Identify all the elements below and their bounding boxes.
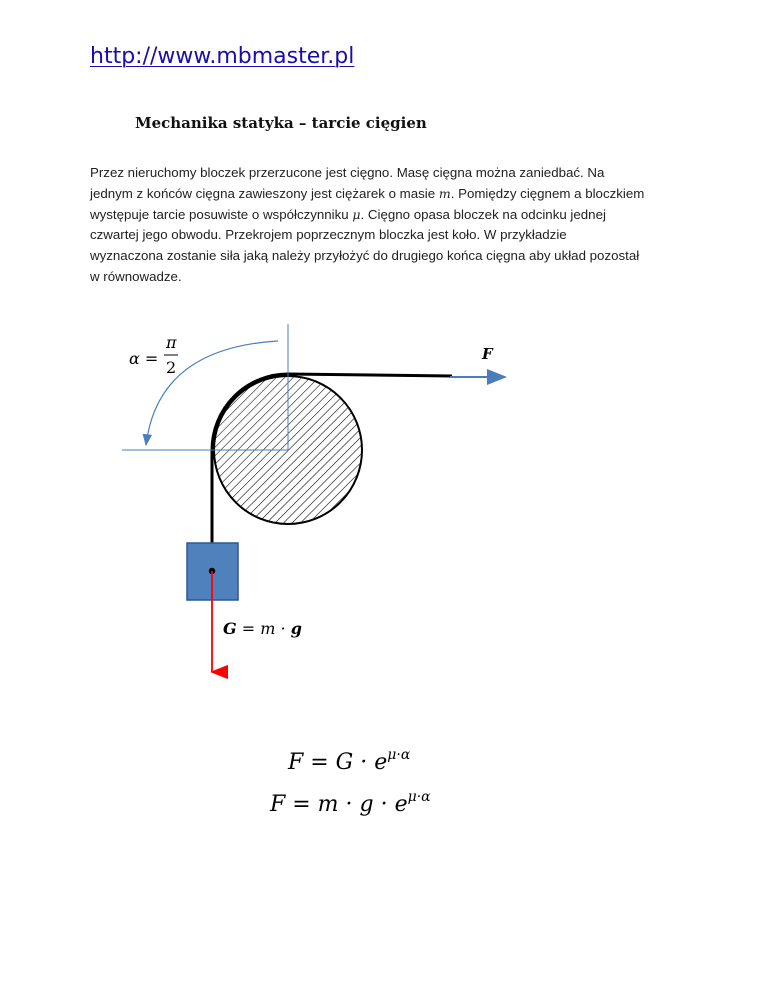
angle-numerator: π [166, 333, 177, 352]
mass-symbol: m [438, 185, 451, 201]
paragraph-line: Przez nieruchomy bloczek przerzucone jest cięgno. Masę cięgna można zaniedbać. Na [90, 165, 605, 180]
paragraph-line: wyznaczona zostanie siła jaką należy przyłożyć do drugiego końca cięgna aby układ pozostał [90, 248, 640, 264]
weight-formula: G = m · g [223, 619, 302, 638]
paragraph-line: jednym z końców cięgna zawieszony jest ciężarek o masie m. Pomiędzy cięgnem a bloczkiem [90, 185, 645, 201]
mu-symbol: μ [352, 206, 361, 222]
angle-label: α = [129, 349, 159, 368]
angle-denominator: 2 [166, 358, 177, 377]
force-label: F [482, 345, 493, 363]
paragraph-line: czwartej jego obwodu. Przekrojem poprzecznym bloczka jest koło. W przykładzie [90, 227, 567, 243]
document-title: Mechanika statyka – tarcie cięgien [135, 114, 427, 132]
formula-2: $F = m \cdot g \cdot e^{\mu\cdot\alpha}$ [270, 789, 431, 817]
website-link[interactable]: http://www.mbmaster.pl [90, 44, 355, 69]
paragraph-line: w równowadze. [90, 268, 182, 284]
formula-1: $F = G \cdot e^{\mu\cdot\alpha}$ [288, 747, 411, 775]
paragraph-line: występuje tarcie posuwiste o współczynniku μ. Cięgno opasa bloczek na odcinku jednej [90, 206, 606, 222]
